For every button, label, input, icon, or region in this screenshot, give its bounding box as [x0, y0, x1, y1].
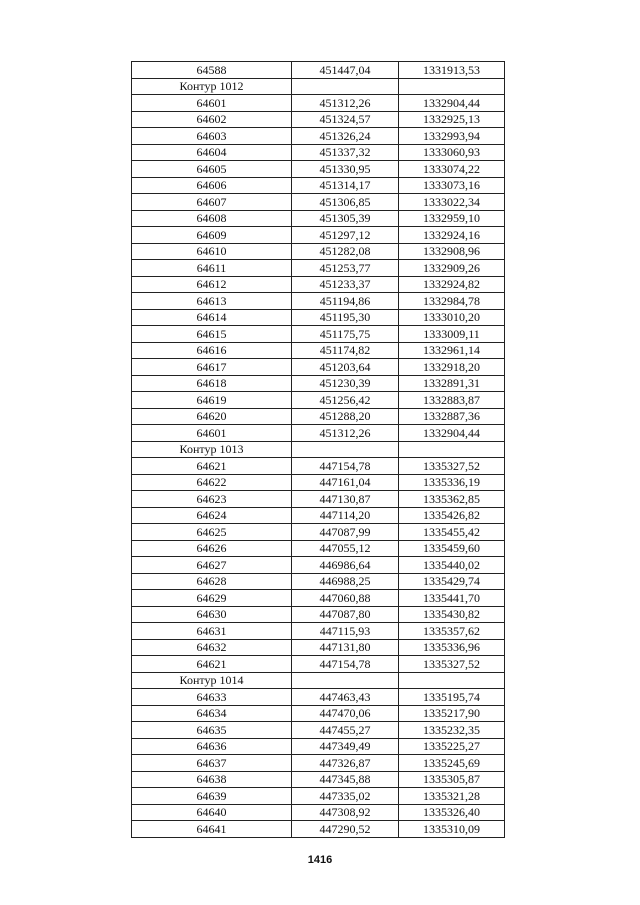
x-coordinate-cell: 451175,75 — [292, 326, 399, 343]
table-row — [132, 210, 505, 227]
x-coordinate-cell: 451337,32 — [292, 144, 399, 161]
y-coordinate-cell — [399, 672, 505, 689]
point-number-cell: 64619 — [132, 392, 292, 409]
y-coordinate-cell: 1335441,70 — [399, 590, 505, 607]
table-row — [132, 425, 505, 442]
y-coordinate-cell: 1335321,28 — [399, 788, 505, 805]
y-coordinate-cell: 1332891,31 — [399, 375, 505, 392]
y-coordinate-cell — [399, 441, 505, 458]
point-number-cell: 64621 — [132, 656, 292, 673]
point-number-cell: 64625 — [132, 524, 292, 541]
x-coordinate-cell: 447055,12 — [292, 540, 399, 557]
y-coordinate-cell: 1332887,36 — [399, 408, 505, 425]
point-number-cell: 64620 — [132, 408, 292, 425]
point-number-cell: 64621 — [132, 458, 292, 475]
y-coordinate-cell: 1332918,20 — [399, 359, 505, 376]
x-coordinate-cell: 447308,92 — [292, 804, 399, 821]
contour-header-row — [132, 672, 505, 689]
table-row — [132, 804, 505, 821]
table-row — [132, 111, 505, 128]
x-coordinate-cell: 451305,39 — [292, 210, 399, 227]
y-coordinate-cell: 1335305,87 — [399, 771, 505, 788]
coordinates-table-body — [132, 62, 505, 838]
x-coordinate-cell: 447161,04 — [292, 474, 399, 491]
x-coordinate-cell: 447470,06 — [292, 705, 399, 722]
point-number-cell: 64615 — [132, 326, 292, 343]
y-coordinate-cell: 1335217,90 — [399, 705, 505, 722]
x-coordinate-cell: 451447,04 — [292, 62, 399, 79]
point-number-cell: 64588 — [132, 62, 292, 79]
y-coordinate-cell: 1332909,26 — [399, 260, 505, 277]
table-row — [132, 738, 505, 755]
contour-header-row — [132, 441, 505, 458]
x-coordinate-cell: 447154,78 — [292, 458, 399, 475]
x-coordinate-cell: 447087,80 — [292, 606, 399, 623]
y-coordinate-cell: 1335245,69 — [399, 755, 505, 772]
table-row — [132, 392, 505, 409]
x-coordinate-cell: 447463,43 — [292, 689, 399, 706]
y-coordinate-cell: 1335327,52 — [399, 656, 505, 673]
point-number-cell: 64618 — [132, 375, 292, 392]
y-coordinate-cell: 1332924,82 — [399, 276, 505, 293]
y-coordinate-cell: 1332904,44 — [399, 425, 505, 442]
x-coordinate-cell — [292, 441, 399, 458]
point-number-cell: 64610 — [132, 243, 292, 260]
point-number-cell: 64604 — [132, 144, 292, 161]
point-number-cell: 64602 — [132, 111, 292, 128]
point-number-cell: 64606 — [132, 177, 292, 194]
y-coordinate-cell — [399, 78, 505, 95]
contour-label-cell: Контур 1012 — [132, 78, 292, 95]
table-row — [132, 524, 505, 541]
x-coordinate-cell: 451195,30 — [292, 309, 399, 326]
contour-label-cell: Контур 1013 — [132, 441, 292, 458]
x-coordinate-cell: 451330,95 — [292, 161, 399, 178]
table-row — [132, 62, 505, 79]
point-number-cell: 64640 — [132, 804, 292, 821]
y-coordinate-cell: 1333060,93 — [399, 144, 505, 161]
x-coordinate-cell: 451174,82 — [292, 342, 399, 359]
point-number-cell: 64616 — [132, 342, 292, 359]
table-row — [132, 144, 505, 161]
y-coordinate-cell: 1335225,27 — [399, 738, 505, 755]
table-row — [132, 722, 505, 739]
x-coordinate-cell: 451306,85 — [292, 194, 399, 211]
y-coordinate-cell: 1333009,11 — [399, 326, 505, 343]
x-coordinate-cell: 447131,80 — [292, 639, 399, 656]
y-coordinate-cell: 1332925,13 — [399, 111, 505, 128]
x-coordinate-cell: 447114,20 — [292, 507, 399, 524]
point-number-cell: 64637 — [132, 755, 292, 772]
y-coordinate-cell: 1335426,82 — [399, 507, 505, 524]
table-row — [132, 606, 505, 623]
coordinates-table — [131, 61, 505, 838]
y-coordinate-cell: 1333022,34 — [399, 194, 505, 211]
y-coordinate-cell: 1335362,85 — [399, 491, 505, 508]
x-coordinate-cell: 447154,78 — [292, 656, 399, 673]
x-coordinate-cell: 451253,77 — [292, 260, 399, 277]
x-coordinate-cell — [292, 672, 399, 689]
x-coordinate-cell: 446988,25 — [292, 573, 399, 590]
point-number-cell: 64607 — [132, 194, 292, 211]
y-coordinate-cell: 1335310,09 — [399, 821, 505, 838]
table-row — [132, 458, 505, 475]
x-coordinate-cell: 447130,87 — [292, 491, 399, 508]
y-coordinate-cell: 1332883,87 — [399, 392, 505, 409]
y-coordinate-cell: 1332984,78 — [399, 293, 505, 310]
point-number-cell: 64623 — [132, 491, 292, 508]
point-number-cell: 64628 — [132, 573, 292, 590]
point-number-cell: 64626 — [132, 540, 292, 557]
y-coordinate-cell: 1335455,42 — [399, 524, 505, 541]
y-coordinate-cell: 1335327,52 — [399, 458, 505, 475]
point-number-cell: 64632 — [132, 639, 292, 656]
point-number-cell: 64611 — [132, 260, 292, 277]
contour-label-cell: Контур 1014 — [132, 672, 292, 689]
x-coordinate-cell: 451194,86 — [292, 293, 399, 310]
table-row — [132, 95, 505, 112]
point-number-cell: 64622 — [132, 474, 292, 491]
table-row — [132, 342, 505, 359]
x-coordinate-cell: 447290,52 — [292, 821, 399, 838]
x-coordinate-cell: 446986,64 — [292, 557, 399, 574]
table-row — [132, 161, 505, 178]
x-coordinate-cell: 451312,26 — [292, 95, 399, 112]
y-coordinate-cell: 1332959,10 — [399, 210, 505, 227]
point-number-cell: 64624 — [132, 507, 292, 524]
y-coordinate-cell: 1335195,74 — [399, 689, 505, 706]
table-row — [132, 227, 505, 244]
y-coordinate-cell: 1335326,40 — [399, 804, 505, 821]
y-coordinate-cell: 1335429,74 — [399, 573, 505, 590]
table-row — [132, 771, 505, 788]
y-coordinate-cell: 1335440,02 — [399, 557, 505, 574]
table-row — [132, 507, 505, 524]
table-row — [132, 639, 505, 656]
y-coordinate-cell: 1332924,16 — [399, 227, 505, 244]
table-row — [132, 573, 505, 590]
table-row — [132, 309, 505, 326]
x-coordinate-cell: 451314,17 — [292, 177, 399, 194]
table-row — [132, 656, 505, 673]
x-coordinate-cell: 451326,24 — [292, 128, 399, 145]
point-number-cell: 64635 — [132, 722, 292, 739]
point-number-cell: 64608 — [132, 210, 292, 227]
point-number-cell: 64605 — [132, 161, 292, 178]
x-coordinate-cell: 447326,87 — [292, 755, 399, 772]
point-number-cell: 64617 — [132, 359, 292, 376]
y-coordinate-cell: 1335232,35 — [399, 722, 505, 739]
x-coordinate-cell: 451324,57 — [292, 111, 399, 128]
point-number-cell: 64638 — [132, 771, 292, 788]
x-coordinate-cell: 451282,08 — [292, 243, 399, 260]
y-coordinate-cell: 1333074,22 — [399, 161, 505, 178]
point-number-cell: 64612 — [132, 276, 292, 293]
x-coordinate-cell: 451256,42 — [292, 392, 399, 409]
point-number-cell: 64630 — [132, 606, 292, 623]
y-coordinate-cell: 1332904,44 — [399, 95, 505, 112]
point-number-cell: 64633 — [132, 689, 292, 706]
table-row — [132, 243, 505, 260]
table-row — [132, 788, 505, 805]
y-coordinate-cell: 1335459,60 — [399, 540, 505, 557]
x-coordinate-cell: 447087,99 — [292, 524, 399, 541]
table-row — [132, 821, 505, 838]
x-coordinate-cell: 451233,37 — [292, 276, 399, 293]
x-coordinate-cell: 451312,26 — [292, 425, 399, 442]
point-number-cell: 64636 — [132, 738, 292, 755]
x-coordinate-cell: 447455,27 — [292, 722, 399, 739]
point-number-cell: 64603 — [132, 128, 292, 145]
table-row — [132, 375, 505, 392]
point-number-cell: 64631 — [132, 623, 292, 640]
table-row — [132, 194, 505, 211]
y-coordinate-cell: 1332961,14 — [399, 342, 505, 359]
table-row — [132, 293, 505, 310]
x-coordinate-cell: 451230,39 — [292, 375, 399, 392]
table-row — [132, 623, 505, 640]
x-coordinate-cell: 447060,88 — [292, 590, 399, 607]
point-number-cell: 64601 — [132, 425, 292, 442]
y-coordinate-cell: 1335336,96 — [399, 639, 505, 656]
table-row — [132, 474, 505, 491]
point-number-cell: 64601 — [132, 95, 292, 112]
table-row — [132, 755, 505, 772]
x-coordinate-cell: 447345,88 — [292, 771, 399, 788]
page-number: 1416 — [307, 854, 333, 866]
y-coordinate-cell: 1333073,16 — [399, 177, 505, 194]
table-row — [132, 260, 505, 277]
table-row — [132, 557, 505, 574]
y-coordinate-cell: 1332993,94 — [399, 128, 505, 145]
table-row — [132, 408, 505, 425]
table-row — [132, 689, 505, 706]
y-coordinate-cell: 1335430,82 — [399, 606, 505, 623]
y-coordinate-cell: 1332908,96 — [399, 243, 505, 260]
y-coordinate-cell: 1335357,62 — [399, 623, 505, 640]
point-number-cell: 64613 — [132, 293, 292, 310]
x-coordinate-cell: 447335,02 — [292, 788, 399, 805]
table-row — [132, 128, 505, 145]
x-coordinate-cell: 451297,12 — [292, 227, 399, 244]
contour-header-row — [132, 78, 505, 95]
x-coordinate-cell: 447349,49 — [292, 738, 399, 755]
point-number-cell: 64639 — [132, 788, 292, 805]
table-row — [132, 491, 505, 508]
table-row — [132, 177, 505, 194]
table-row — [132, 276, 505, 293]
point-number-cell: 64627 — [132, 557, 292, 574]
y-coordinate-cell: 1335336,19 — [399, 474, 505, 491]
x-coordinate-cell — [292, 78, 399, 95]
table-row — [132, 590, 505, 607]
x-coordinate-cell: 451203,64 — [292, 359, 399, 376]
table-row — [132, 540, 505, 557]
x-coordinate-cell: 447115,93 — [292, 623, 399, 640]
point-number-cell: 64609 — [132, 227, 292, 244]
point-number-cell: 64629 — [132, 590, 292, 607]
point-number-cell: 64614 — [132, 309, 292, 326]
point-number-cell: 64634 — [132, 705, 292, 722]
table-row — [132, 326, 505, 343]
point-number-cell: 64641 — [132, 821, 292, 838]
table-row — [132, 705, 505, 722]
y-coordinate-cell: 1333010,20 — [399, 309, 505, 326]
y-coordinate-cell: 1331913,53 — [399, 62, 505, 79]
table-row — [132, 359, 505, 376]
x-coordinate-cell: 451288,20 — [292, 408, 399, 425]
